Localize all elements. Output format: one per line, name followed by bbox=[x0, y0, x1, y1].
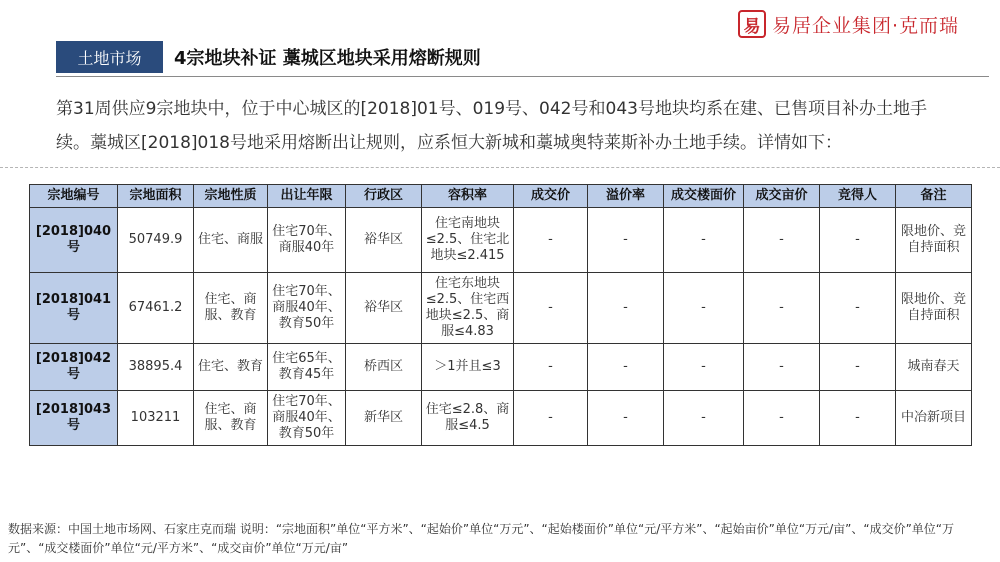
cell-deal-price: - bbox=[514, 273, 588, 344]
cell-lease-term: 住宅70年、商服40年、教育50年 bbox=[268, 273, 346, 344]
col-header-parcel-id: 宗地编号 bbox=[30, 185, 118, 208]
table-header-row bbox=[30, 185, 972, 208]
cell-premium-rate: - bbox=[588, 208, 664, 273]
cell-premium-rate: - bbox=[588, 344, 664, 391]
table-row bbox=[30, 273, 972, 344]
cell-floor-price: - bbox=[664, 391, 744, 446]
cell-lease-term: 住宅65年、教育45年 bbox=[268, 344, 346, 391]
cell-remarks: 限地价、竞自持面积 bbox=[896, 208, 972, 273]
land-table bbox=[29, 184, 972, 446]
cell-mu-price: - bbox=[744, 273, 820, 344]
cell-lease-term: 住宅70年、商服40年 bbox=[268, 208, 346, 273]
cell-floor-price: - bbox=[664, 344, 744, 391]
cell-area: 67461.2 bbox=[118, 273, 194, 344]
cell-floor-price: - bbox=[664, 208, 744, 273]
table-row bbox=[30, 208, 972, 273]
section-badge: 土地市场 bbox=[56, 41, 163, 73]
cell-plot-ratio: ＞1并且≤3 bbox=[422, 344, 514, 391]
col-header-floor-price: 成交楼面价 bbox=[664, 185, 744, 208]
cell-deal-price: - bbox=[514, 344, 588, 391]
cell-floor-price: - bbox=[664, 273, 744, 344]
cell-parcel-id: [2018]041号 bbox=[30, 273, 118, 344]
cell-area: 50749.9 bbox=[118, 208, 194, 273]
col-header-premium-rate: 溢价率 bbox=[588, 185, 664, 208]
col-header-land-use: 宗地性质 bbox=[194, 185, 268, 208]
cell-deal-price: - bbox=[514, 391, 588, 446]
cell-winner: - bbox=[820, 273, 896, 344]
data-source-note: 数据来源：中国土地市场网、石家庄克而瑞 说明：“宗地面积”单位“平方米”、“起始价”单位“万元”、“起始楼面价”单位“元/平方米”、“起始亩价”单位“万元/亩”、“成交价”单位“万元”、“成交楼面价”单位“元/平方米”、“成交亩价”单位“万元/亩” bbox=[8, 522, 955, 555]
cell-district: 裕华区 bbox=[346, 208, 422, 273]
cell-winner: - bbox=[820, 208, 896, 273]
dashed-divider bbox=[0, 167, 1000, 168]
cell-mu-price: - bbox=[744, 391, 820, 446]
cell-mu-price: - bbox=[744, 344, 820, 391]
col-header-plot-ratio: 容积率 bbox=[422, 185, 514, 208]
col-header-lease-term: 出让年限 bbox=[268, 185, 346, 208]
cell-remarks: 中冶新项目 bbox=[896, 391, 972, 446]
logo-text: 易居企业集团·克而瑞 bbox=[772, 14, 960, 37]
col-header-area: 宗地面积 bbox=[118, 185, 194, 208]
col-header-remarks: 备注 bbox=[896, 185, 972, 208]
cell-land-use: 住宅、商服、教育 bbox=[194, 391, 268, 446]
cell-remarks: 城南春天 bbox=[896, 344, 972, 391]
col-header-deal-price: 成交价 bbox=[514, 185, 588, 208]
cell-area: 103211 bbox=[118, 391, 194, 446]
cell-premium-rate: - bbox=[588, 391, 664, 446]
col-header-mu-price: 成交亩价 bbox=[744, 185, 820, 208]
cell-plot-ratio: 住宅东地块≤2.5、住宅西地块≤2.5、商服≤4.83 bbox=[422, 273, 514, 344]
cell-land-use: 住宅、商服、教育 bbox=[194, 273, 268, 344]
cell-mu-price: - bbox=[744, 208, 820, 273]
cell-district: 裕华区 bbox=[346, 273, 422, 344]
cell-parcel-id: [2018]043号 bbox=[30, 391, 118, 446]
cell-remarks: 限地价、竞自持面积 bbox=[896, 273, 972, 344]
logo-seal-icon: 易 bbox=[738, 10, 766, 38]
cell-deal-price: - bbox=[514, 208, 588, 273]
cell-area: 38895.4 bbox=[118, 344, 194, 391]
cell-district: 桥西区 bbox=[346, 344, 422, 391]
cell-plot-ratio: 住宅≤2.8、商服≤4.5 bbox=[422, 391, 514, 446]
col-header-winner: 竞得人 bbox=[820, 185, 896, 208]
page-title: 4宗地块补证 藁城区地块采用熔断规则 bbox=[174, 48, 481, 69]
cell-plot-ratio: 住宅南地块≤2.5、住宅北地块≤2.415 bbox=[422, 208, 514, 273]
cell-parcel-id: [2018]042号 bbox=[30, 344, 118, 391]
cell-district: 新华区 bbox=[346, 391, 422, 446]
cell-winner: - bbox=[820, 344, 896, 391]
cell-winner: - bbox=[820, 391, 896, 446]
cell-land-use: 住宅、商服 bbox=[194, 208, 268, 273]
col-header-district: 行政区 bbox=[346, 185, 422, 208]
cell-parcel-id: [2018]040号 bbox=[30, 208, 118, 273]
cell-land-use: 住宅、教育 bbox=[194, 344, 268, 391]
company-logo bbox=[738, 8, 990, 40]
table-row bbox=[30, 391, 972, 446]
cell-premium-rate: - bbox=[588, 273, 664, 344]
title-divider bbox=[56, 76, 989, 77]
cell-lease-term: 住宅70年、商服40年、教育50年 bbox=[268, 391, 346, 446]
table-row bbox=[30, 344, 972, 391]
intro-paragraph: 第31周供应9宗地块中，位于中心城区的[2018]01号、019号、042号和043号地块均系在建、已售项目补办土地手续。藁城区[2018]018号地采用熔断出让规则，应系恒大新城和藁城奥特莱斯补办土地手续。详情如下： bbox=[56, 99, 927, 153]
